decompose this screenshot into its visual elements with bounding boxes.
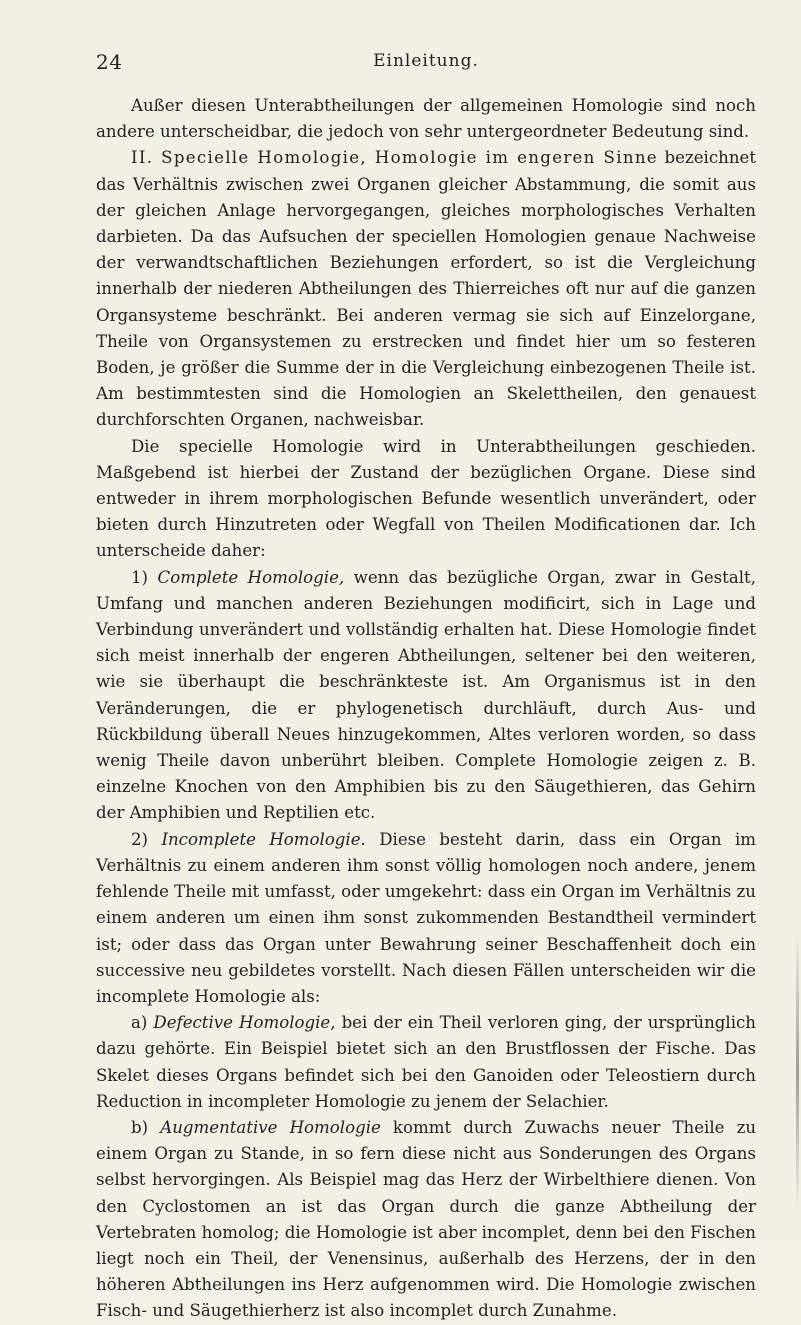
paragraph-text: kommt durch Zuwachs neuer Theile zu einem Organ zu Stande, in so fern diese nicht aus Sonderungen des Organs selbst hervorgingen. Als Beispiel mag das Herz der Wirbelthiere dienen. Von den Cyclostomen an ist das Organ durch die ganze Abtheilung der Vertebraten homolog; die Homologie ist aber incomplet, denn bei den Fischen liegt noch ein Theil, der Venensinus, außerhalb des Herzens, der in den höheren Abtheilungen ins Herz aufgenommen wird. Die Homologie zwischen Fisch- und Säugethierherz ist also incomplet durch Zunahme. [96,1117,757,1321]
page-header [96,50,756,76]
paragraph-augmentative-homologie [96,1115,756,1325]
paragraph-text: Die specielle Homologie wird in Unterabtheilungen geschieden. Maßgebend ist hierbei der Zustand der bezüglichen Organe. Diese sind entweder in ihrem morphologischen Befunde wesentlich unverändert, oder bieten durch Hinzutreten oder Wegfall von Theilen Modificationen dar. Ich unterscheide daher: [96,436,756,561]
item-number: 2) [131,829,149,849]
page-number: 24 [96,50,123,74]
paragraph-defective-homologie [96,1010,756,1115]
term-complete-homologie: Complete Homologie, [157,567,345,587]
page-edge-shadow [796,931,799,1211]
paragraph-intro [96,93,756,145]
paragraph-text: bezeichnet das Verhältnis zwischen zwei Organen gleicher Abstammung, die somit aus der gleichen Anlage hervorgegangen, gleiches morphologisches Verhalten darbieten. Da das Aufsuchen der speciellen Homologien genaue Nachweise der verwandtschaftlichen Beziehungen erfordert, so ist die Vergleichung innerhalb der niederen Abtheilungen des Thierreiches oft nur auf die ganzen Organsysteme beschränkt. Bei anderen vermag sie sich auf Einzelorgane, Theile von Organsystemen zu erstrecken und findet hier um so festeren Boden, je größer die Summe der in die Vergleichung einbezogenen Theile ist. Am bestimmtesten sind die Homologien an Skelettheilen, den genauest durchforschten Organen, nachweisbar. [96,148,756,430]
section-heading: II. Specielle Homologie, Homologie im engeren Sinne [131,148,658,168]
paragraph-text: wenn das bezügliche Organ, zwar in Gestalt, Umfang und manchen anderen Beziehungen modificirt, sich in Lage und Verbindung unverändert und vollständig erhalten hat. Diese Homologie findet sich meist innerhalb der engeren Abtheilungen, seltener bei den weiteren, wie sie überhaupt die beschränkteste ist. Am Organismus ist in den Veränderungen, die er phylogenetisch durchläuft, durch Aus- und Rückbildung überall Neues hinzugekommen, Altes verloren worden, so dass wenig Theile davon unberührt bleiben. Complete Homologie zeigen z. B. einzelne Knochen von den Amphibien bis zu den Säugethieren, das Gehirn der Amphibien und Reptilien etc. [96,567,756,823]
item-number: 1) [131,567,149,587]
paragraph-text: , bei der ein Theil verloren ging, der ursprünglich dazu gehörte. Ein Beispiel bietet sich an den Brustflossen der Fische. Das Skelet dieses Organs befindet sich bei den Ganoiden oder Teleostiern durch Reduction in incompleter Homologie zu jenem der Selachier. [96,1013,756,1111]
paragraph-unterabtheilungen [96,434,756,565]
term-defective-homologie: Defective Homologie [153,1013,331,1033]
term-augmentative-homologie: Augmentative Homologie [160,1117,381,1137]
paragraph-complete-homologie [96,565,756,827]
term-incomplete-homologie: Incomplete Homologie. [161,829,366,849]
item-letter: b) [131,1117,149,1137]
paragraph-specielle-homologie [96,145,756,433]
item-letter: a) [131,1013,148,1033]
body-text [96,93,756,1325]
paragraph-text: Außer diesen Unterabtheilungen der allgemeinen Homologie sind noch andere unterscheidbar, die jedoch von sehr untergeordneter Bedeutung sind. [96,96,756,142]
paragraph-incomplete-homologie [96,827,756,1010]
paragraph-text: Diese besteht darin, dass ein Organ im Verhältnis zu einem anderen ihm sonst völlig homologen noch andere, jenem fehlende Theile mit umfasst, oder umgekehrt: dass ein Organ im Verhältnis zu einem anderen um einen ihm sonst zukommenden Bestandtheil vermindert ist; oder dass das Organ unter Bewahrung seiner Beschaffenheit doch ein successive neu gebildetes vorstellt. Nach diesen Fällen unterscheiden wir die incomplete Homologie als: [96,829,756,1006]
running-head: Einleitung. [373,51,479,71]
